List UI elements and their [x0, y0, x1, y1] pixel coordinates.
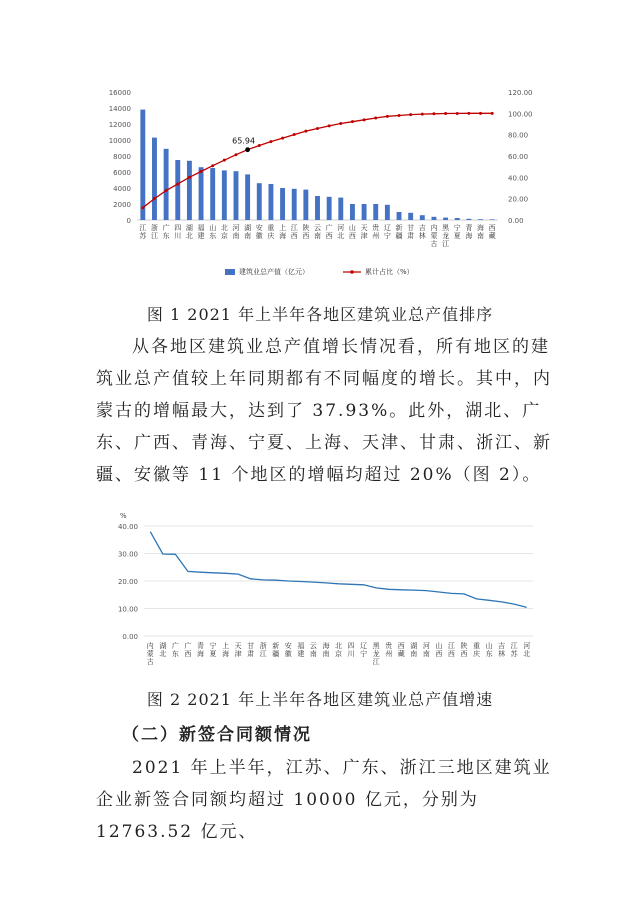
bar	[432, 217, 437, 220]
x-tick-label: 安	[255, 224, 263, 232]
x-tick-label: 云	[314, 224, 321, 232]
cumulative-point	[479, 112, 482, 115]
bar	[478, 219, 483, 220]
y-right-tick-label: 60.00	[508, 153, 529, 161]
bar	[292, 189, 297, 220]
y-right-tick-label: 100.00	[508, 110, 533, 119]
x-tick-label: 林	[498, 650, 506, 658]
x-tick-label: 夏	[453, 232, 461, 240]
x-tick-label: 州	[372, 232, 380, 240]
x-tick-label: 川	[347, 650, 355, 658]
x-tick-label: 河	[337, 224, 345, 232]
y-left-tick-label: 12000	[108, 121, 131, 129]
cumulative-point	[200, 170, 203, 173]
bar	[408, 213, 413, 220]
x-tick-label: 江	[150, 232, 158, 240]
bar	[175, 160, 180, 220]
cumulative-point	[304, 130, 307, 133]
legend-line-marker	[350, 270, 354, 274]
legend-bar-swatch	[225, 269, 235, 275]
cumulative-point	[339, 122, 342, 125]
x-tick-label: 南	[314, 232, 321, 240]
cumulative-point	[432, 112, 435, 115]
section-heading: （二）新签合同额情况	[122, 725, 312, 745]
x-tick-label: 西	[460, 650, 468, 658]
x-tick-label: 夏	[209, 650, 217, 658]
cumulative-point	[351, 120, 354, 123]
cumulative-point	[491, 112, 494, 115]
cumulative-point	[398, 114, 401, 117]
cumulative-point	[234, 153, 237, 156]
paragraph-contracts: 2021 年上半年，江苏、广东、浙江三地区建筑业企业新签合同额均超过 10000 亿元，分别为 12763.52 亿元、	[96, 758, 552, 842]
x-tick-label: 甘	[247, 642, 255, 650]
x-tick-label: 北	[337, 232, 345, 240]
x-tick-label: 天	[234, 642, 242, 650]
x-tick-label: 西	[184, 650, 192, 658]
x-tick-label: 陕	[302, 224, 310, 232]
x-tick-label: 江	[259, 650, 267, 658]
bar	[350, 204, 355, 220]
x-tick-label: 北	[335, 642, 342, 650]
x-tick-label: 肃	[247, 650, 255, 658]
cumulative-point	[363, 118, 366, 121]
x-tick-label: 东	[485, 650, 493, 658]
cumulative-point	[409, 113, 412, 116]
x-tick-label: 西	[302, 232, 310, 240]
x-tick-label: 江	[290, 224, 298, 232]
chart-figure-1	[95, 78, 555, 288]
x-tick-label: 西	[348, 232, 356, 240]
x-tick-label: 南	[410, 650, 418, 658]
bar	[245, 174, 250, 220]
bar	[362, 204, 367, 220]
x-tick-label: 庆	[473, 650, 481, 658]
x-tick-label: 江	[442, 240, 450, 248]
x-tick-label: 南	[232, 232, 240, 240]
x-tick-label: 宁	[209, 642, 217, 650]
x-tick-label: 东	[209, 232, 217, 240]
x-tick-label: 海	[279, 232, 287, 240]
x-tick-label: 湖	[410, 642, 418, 650]
x-tick-label: 苏	[510, 650, 518, 658]
x-tick-label: 广	[171, 642, 179, 650]
x-tick-label: 北	[159, 650, 167, 658]
x-tick-label: 京	[335, 650, 342, 658]
x-tick-label: 广	[325, 224, 333, 232]
x-tick-label: 辽	[360, 642, 368, 650]
x-tick-label: 北	[185, 232, 193, 240]
cumulative-point	[456, 112, 459, 115]
x-tick-label: 安	[284, 642, 292, 650]
x-tick-label: 西	[397, 642, 405, 650]
x-tick-label: 疆	[272, 650, 280, 658]
bar	[338, 198, 343, 220]
bar	[373, 204, 378, 220]
x-tick-label: 上	[279, 224, 287, 232]
cumulative-point	[467, 112, 470, 115]
legend-bar-label: 建筑业总产值（亿元）	[239, 268, 309, 276]
bar	[315, 196, 320, 220]
y-right-tick-label: 40.00	[508, 174, 529, 183]
x-tick-label: 南	[309, 650, 317, 658]
x-tick-label: 西	[325, 232, 333, 240]
x-tick-label: 福	[297, 642, 305, 650]
legend-line-label: 累计占比（%）	[365, 268, 414, 276]
x-tick-label: 南	[244, 232, 252, 240]
x-tick-label: 古	[430, 240, 438, 248]
y-left-tick-label: 14000	[108, 105, 131, 113]
y-left-tick-label: 10000	[108, 137, 131, 145]
x-tick-label: 庆	[267, 232, 275, 240]
y-tick-label: 40.00	[117, 523, 138, 531]
cumulative-point	[258, 144, 261, 147]
bar	[257, 183, 262, 220]
x-tick-label: 龙	[372, 650, 380, 658]
bar	[280, 188, 285, 220]
x-tick-label: 河	[232, 224, 240, 232]
x-tick-label: 西	[488, 224, 496, 232]
x-tick-label: 川	[174, 232, 182, 240]
cumulative-point	[141, 206, 144, 209]
figure-2-caption: 图 2 2021 年上半年各地区建筑业总产值增速	[146, 690, 494, 709]
x-tick-label: 海	[322, 642, 330, 650]
x-tick-label: 津	[360, 232, 368, 240]
x-tick-label: 建	[297, 650, 305, 658]
x-tick-label: 宁	[360, 650, 368, 658]
y-tick-label: 30.00	[117, 550, 138, 559]
cumulative-point	[421, 113, 424, 116]
x-tick-label: 贵	[372, 224, 380, 232]
x-tick-label: 蒙	[146, 650, 154, 658]
bar	[268, 184, 273, 220]
cumulative-point	[245, 147, 250, 152]
x-tick-label: 蒙	[430, 232, 438, 240]
x-tick-label: 广	[162, 224, 170, 232]
y-right-tick-label: 80.00	[508, 131, 529, 140]
cumulative-point	[223, 159, 226, 162]
x-tick-label: 山	[209, 224, 217, 232]
x-tick-label: 湖	[159, 642, 167, 650]
x-tick-label: 浙	[259, 642, 267, 650]
x-tick-label: 南	[477, 232, 485, 240]
bar	[222, 170, 227, 220]
x-tick-label: 北	[523, 650, 531, 658]
x-tick-label: 京	[220, 232, 228, 240]
cumulative-point	[188, 176, 191, 179]
x-tick-label: 宁	[453, 224, 461, 232]
cumulative-point	[281, 137, 284, 140]
x-tick-label: 西	[290, 232, 298, 240]
x-tick-label: 海	[222, 650, 230, 658]
bar	[466, 219, 471, 220]
cumulative-point	[293, 133, 296, 136]
y-right-tick-label: 120.00	[508, 89, 533, 97]
x-tick-label: 上	[222, 642, 230, 650]
x-tick-label: 东	[162, 232, 170, 240]
bar	[303, 190, 308, 220]
x-tick-label: 广	[184, 642, 192, 650]
x-tick-label: 海	[465, 232, 473, 240]
bar	[455, 218, 460, 220]
x-tick-label: 山	[435, 642, 443, 650]
point-annotation: 65.94	[232, 136, 256, 146]
cumulative-point	[153, 197, 156, 200]
cumulative-point	[316, 127, 319, 130]
x-tick-label: 浙	[150, 224, 158, 232]
bar	[234, 171, 239, 220]
x-tick-label: 重	[267, 224, 275, 232]
y-right-tick-label: 0.00	[508, 217, 524, 225]
x-tick-label: 江	[447, 642, 455, 650]
x-tick-label: 新	[395, 224, 403, 232]
chart-figure-2	[108, 508, 538, 678]
x-tick-label: 河	[422, 642, 430, 650]
x-tick-label: 藏	[488, 232, 496, 240]
x-tick-label: 徽	[255, 232, 263, 240]
y-tick-label: 20.00	[117, 578, 138, 586]
bar	[385, 205, 390, 220]
x-tick-label: 海	[477, 224, 485, 232]
x-tick-label: 甘	[407, 224, 415, 232]
bar	[187, 161, 192, 220]
x-tick-label: 南	[322, 650, 330, 658]
x-tick-label: 江	[139, 224, 147, 232]
cumulative-point	[165, 189, 168, 192]
bar	[397, 212, 402, 220]
y-left-tick-label: 0	[126, 217, 131, 225]
cumulative-point	[386, 115, 389, 118]
x-tick-label: 山	[348, 224, 356, 232]
x-tick-label: 北	[220, 224, 228, 232]
bar	[490, 219, 495, 220]
cumulative-point	[374, 117, 377, 120]
cumulative-point	[211, 164, 214, 167]
x-tick-label: 宁	[383, 232, 391, 240]
x-tick-label: 藏	[397, 650, 405, 658]
bar	[164, 149, 169, 220]
x-tick-label: 新	[272, 642, 280, 650]
x-tick-label: 疆	[395, 232, 403, 240]
x-tick-label: 江	[510, 642, 518, 650]
bar	[420, 215, 425, 220]
cumulative-point	[269, 140, 272, 143]
x-tick-label: 龙	[442, 232, 450, 240]
y-axis-unit: %	[120, 512, 127, 520]
y-left-tick-label: 2000	[113, 201, 131, 209]
growth-line	[150, 532, 526, 608]
x-tick-label: 重	[473, 642, 481, 650]
x-tick-label: 南	[422, 650, 430, 658]
x-tick-label: 黑	[372, 642, 380, 650]
x-tick-label: 云	[309, 642, 317, 650]
x-tick-label: 州	[385, 650, 393, 658]
x-tick-label: 青	[196, 642, 204, 650]
y-left-tick-label: 6000	[113, 169, 131, 177]
y-left-tick-label: 8000	[113, 153, 131, 161]
x-tick-label: 吉	[498, 642, 506, 650]
x-tick-label: 天	[360, 224, 368, 232]
bar	[140, 110, 145, 220]
x-tick-label: 河	[523, 642, 531, 650]
cumulative-point	[176, 182, 179, 185]
x-tick-label: 内	[430, 224, 438, 232]
x-tick-label: 湖	[244, 224, 252, 232]
x-tick-label: 西	[435, 650, 443, 658]
bar	[152, 138, 157, 220]
x-tick-label: 辽	[383, 224, 391, 232]
x-tick-label: 陕	[460, 642, 468, 650]
cumulative-point	[444, 112, 447, 115]
paragraph-growth: 从各地区建筑业总产值增长情况看，所有地区的建筑业总产值较上年同期都有不同幅度的增长。其中，内蒙古的增幅最大，达到了 37.93%。此外，湖北、广东、广西、青海、宁夏、上海、天津、甘肃、浙江、新疆、安徽等 11 个地区的增幅均超过 20%（图 2）。	[96, 337, 552, 485]
x-tick-label: 湖	[185, 224, 193, 232]
y-tick-label: 0.00	[122, 633, 138, 641]
x-tick-label: 徽	[284, 650, 292, 658]
x-tick-label: 西	[447, 650, 455, 658]
bar	[327, 197, 332, 220]
x-tick-label: 四	[174, 224, 182, 232]
bar	[210, 168, 215, 220]
x-tick-label: 古	[146, 658, 154, 666]
y-right-tick-label: 20.00	[508, 195, 529, 204]
figure-1-caption: 图 1 2021 年上半年各地区建筑业总产值排序	[146, 305, 494, 324]
x-tick-label: 津	[234, 650, 242, 658]
bar	[199, 167, 204, 220]
x-tick-label: 内	[146, 642, 154, 650]
x-tick-label: 林	[418, 232, 426, 240]
y-tick-label: 10.00	[117, 605, 138, 614]
x-tick-label: 吉	[418, 224, 426, 232]
x-tick-label: 苏	[139, 232, 147, 240]
x-tick-label: 东	[171, 650, 179, 658]
y-left-tick-label: 16000	[108, 89, 131, 97]
bar	[443, 218, 448, 220]
x-tick-label: 福	[197, 224, 205, 232]
x-tick-label: 建	[197, 232, 205, 240]
x-tick-label: 黑	[442, 224, 450, 232]
x-tick-label: 山	[485, 642, 493, 650]
x-tick-label: 肃	[407, 232, 415, 240]
x-tick-label: 江	[372, 658, 380, 666]
y-left-tick-label: 4000	[113, 185, 131, 193]
x-tick-label: 四	[347, 642, 355, 650]
x-tick-label: 海	[196, 650, 204, 658]
x-tick-label: 青	[465, 224, 473, 232]
x-tick-label: 贵	[385, 642, 393, 650]
cumulative-point	[328, 124, 331, 127]
